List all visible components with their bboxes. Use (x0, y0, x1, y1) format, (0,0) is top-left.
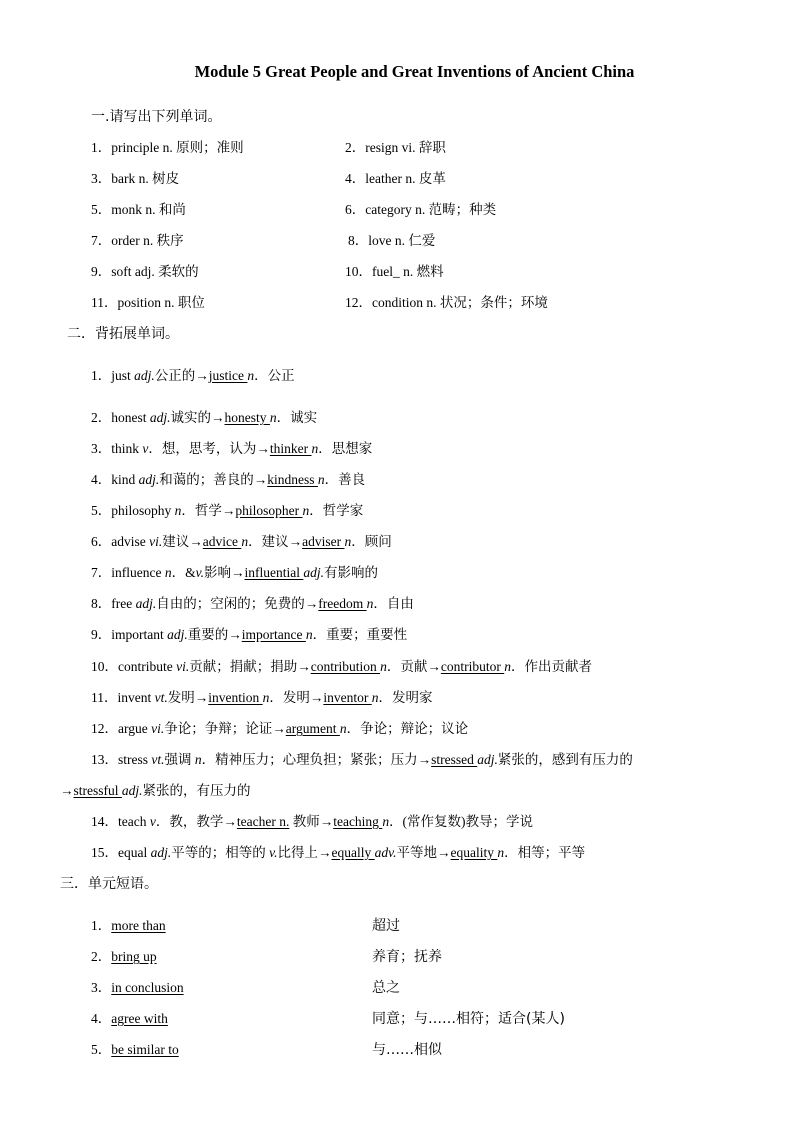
vocab-item: 4．leather n. 皮革 (345, 171, 446, 186)
list-item: 11．invent vt.发明→invention n．发明→inventor n．发明家 (91, 690, 433, 705)
vocab-item: 5．monk n. 和尚 (91, 202, 186, 217)
vocab-item: 1．principle n. 原则；准则 (91, 140, 244, 155)
vocab-item: 9．soft adj. 柔软的 (91, 264, 199, 279)
list-item: 12．argue vi.争论；争辩；论证→argument n．争论；辩论；议论 (91, 721, 469, 736)
phrase-meaning: 超过 (372, 918, 400, 934)
phrase-item: 2．bring up (91, 949, 157, 964)
list-item: 7．influence n．&v.影响→influential adj.有影响的 (91, 565, 378, 580)
phrase-meaning: 同意；与……相符；适合(某人) (372, 1011, 565, 1027)
page-title: Module 5 Great People and Great Inventions of Ancient China (194, 62, 635, 81)
list-item: 14．teach v．教，教学→teacher n. 教师→teaching n．(常作复数)教导；学说 (91, 814, 534, 829)
phrase-meaning: 总之 (372, 980, 400, 996)
list-item: 10．contribute vi.贡献；捐献；捐助→contribution n．贡献→contributor n．作出贡献者 (91, 659, 592, 674)
vocab-item: 3．bark n. 树皮 (91, 171, 180, 186)
phrase-meaning: 养育；抚养 (372, 949, 442, 965)
list-item: 2．honest adj.诚实的→honesty n．诚实 (91, 410, 318, 425)
phrase-meaning: 与……相似 (372, 1042, 442, 1058)
vocab-item: 10．fuel_ n. 燃料 (345, 264, 444, 279)
list-item: 15．equal adj.平等的；相等的 v.比得上→equally adv.平等地→equality n．相等；平等 (91, 845, 586, 860)
vocab-item: 6．category n. 范畴；种类 (345, 202, 497, 217)
section1-heading: 一.请写出下列单词。 (91, 109, 222, 125)
section2-heading: 二．背拓展单词。 (67, 326, 179, 342)
vocab-item: 11．position n. 职位 (91, 295, 205, 310)
list-item: 13．stress vt.强调 n．精神压力；心理负担；紧张；压力→stressed adj.紧张的，感到有压力的 (91, 752, 633, 767)
list-item: 9．important adj.重要的→importance n．重要；重要性 (91, 627, 408, 642)
list-item: 3．think v．想，思考，认为→thinker n．思想家 (91, 441, 373, 456)
list-item: 1．just adj.公正的→justice n．公正 (91, 368, 295, 383)
vocab-item: 12．condition n. 状况；条件；环境 (345, 295, 548, 310)
phrase-item: 5．be similar to (91, 1042, 179, 1057)
vocab-item: 2．resign vi. 辞职 (345, 140, 446, 155)
list-item: 8．free adj.自由的；空闲的；免费的→freedom n．自由 (91, 596, 414, 611)
list-item: 4．kind adj.和蔼的；善良的→kindness n．善良 (91, 472, 366, 487)
list-item: 6．advise vi.建议→advice n．建议→adviser n．顾问 (91, 534, 392, 549)
vocab-item: 8．love n. 仁爱 (348, 233, 436, 248)
phrase-item: 3．in conclusion (91, 980, 184, 995)
list-item-continuation: →stressful adj.紧张的，有压力的 (60, 783, 251, 798)
phrase-item: 1．more than (91, 918, 166, 933)
phrase-item: 4．agree with (91, 1011, 168, 1026)
list-item: 5．philosophy n．哲学→philosopher n．哲学家 (91, 503, 364, 518)
vocab-item: 7．order n. 秩序 (91, 233, 184, 248)
section3-heading: 三．单元短语。 (60, 876, 158, 892)
